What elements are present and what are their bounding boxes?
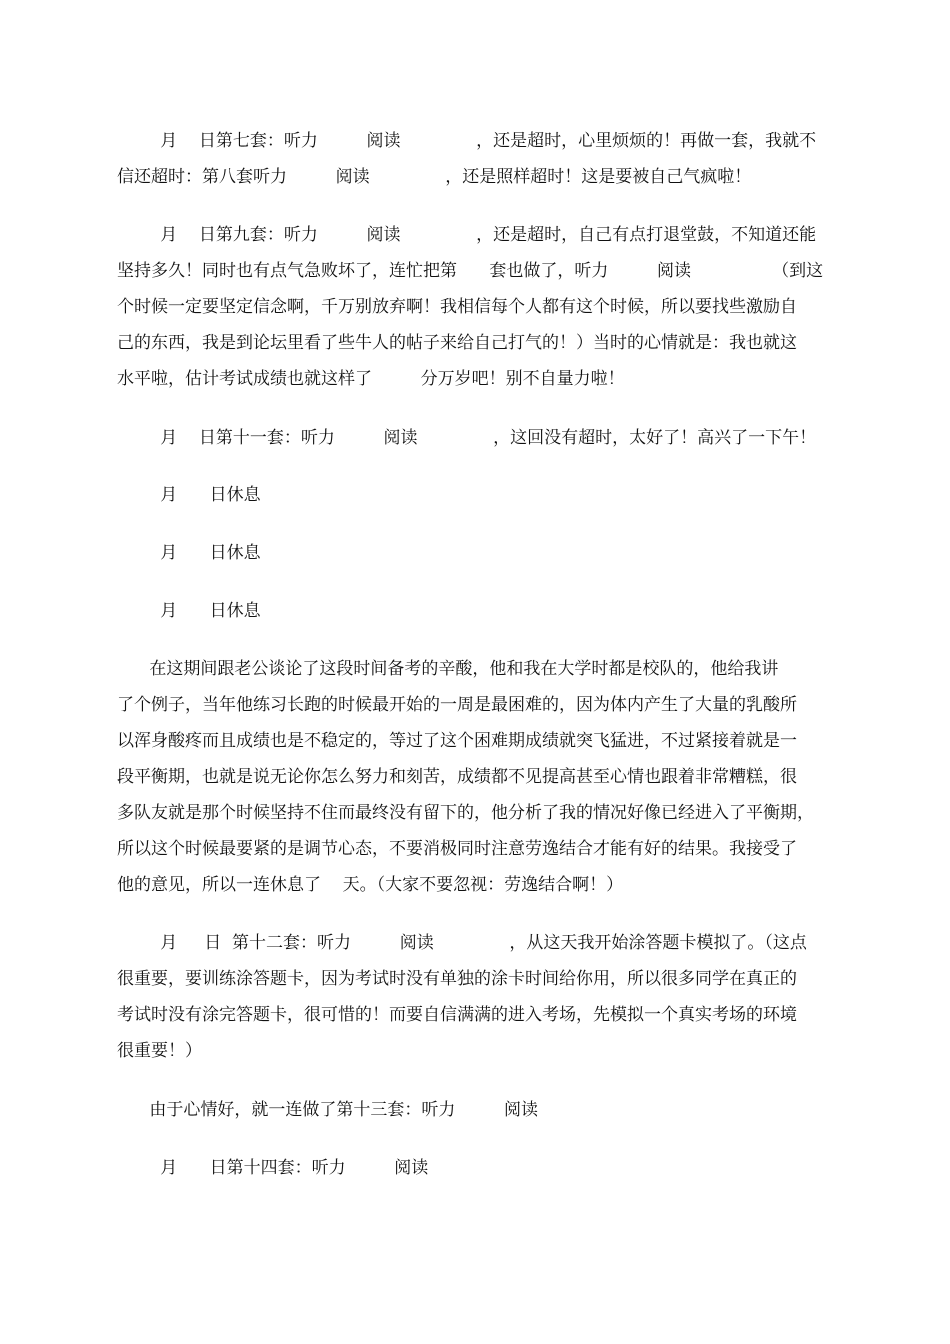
text-line: 以浑身酸疼而且成绩也是不稳定的，等过了这个困难期成绩就突飞猛进，不过紧接着就是一 bbox=[117, 731, 797, 751]
text-line: 水平啦，估计考试成绩也就这样了 分万岁吧！别不自量力啦！ bbox=[117, 369, 625, 389]
text-line: 他的意见，所以一连休息了 天。（大家不要忽视：劳逸结合啊！） bbox=[117, 875, 624, 895]
text-line: 坚持多久！同时也有点气急败坏了，连忙把第 套也做了，听力 阅读 （到这 bbox=[117, 261, 824, 281]
text-line: 月 日第十一套：听力 阅读 ，这回没有超时，太好了！高兴了一下午！ bbox=[117, 428, 817, 448]
paragraph-day-fourteen bbox=[117, 1150, 817, 1186]
text-line: 个时候一定要坚定信念啊，千万别放弃啊！我相信每个人都有这个时候，所以要找些激励自 bbox=[117, 297, 797, 317]
paragraph-day-twelve bbox=[117, 925, 817, 1069]
paragraph-rest-1 bbox=[117, 477, 817, 513]
text-line: 己的东西，我是到论坛里看了些牛人的帖子来给自己打气的！）当时的心情就是：我也就这 bbox=[117, 333, 797, 353]
paragraph-set-thirteen bbox=[117, 1092, 817, 1128]
paragraph-day-nine bbox=[117, 217, 824, 397]
text-line: 了个例子，当年他练习长跑的时候最开始的一周是最困难的，因为体内产生了大量的乳酸所 bbox=[117, 695, 797, 715]
paragraph-day-seven bbox=[117, 123, 817, 195]
text-line: 月 日第九套：听力 阅读 ，还是超时，自己有点打退堂鼓，不知道还能 bbox=[117, 225, 817, 245]
text-line: 月 日休息 bbox=[117, 543, 261, 563]
text-line: 月 日 第十二套：听力 阅读 ，从这天我开始涂答题卡模拟了。（这点 bbox=[117, 933, 807, 953]
paragraph-day-eleven bbox=[117, 420, 817, 456]
paragraph-rest-2 bbox=[117, 535, 817, 571]
text-line: 由于心情好，就一连做了第十三套：听力 阅读 bbox=[117, 1100, 539, 1120]
paragraph-husband-advice bbox=[117, 651, 817, 903]
text-line: 很重要，要训练涂答题卡，因为考试时没有单独的涂卡时间给你用，所以很多同学在真正的 bbox=[117, 969, 797, 989]
text-line: 月 日第七套：听力 阅读 ，还是超时，心里烦烦的！再做一套，我就不 bbox=[117, 131, 817, 151]
paragraph-rest-3 bbox=[117, 593, 817, 629]
text-line: 考试时没有涂完答题卡，很可惜的！而要自信满满的进入考场，先模拟一个真实考场的环境 bbox=[117, 1005, 797, 1025]
text-line: 多队友就是那个时候坚持不住而最终没有留下的，他分析了我的情况好像已经进入了平衡期， bbox=[117, 803, 814, 823]
text-line: 在这期间跟老公谈论了这段时间备考的辛酸，他和我在大学时都是校队的，他给我讲 bbox=[117, 659, 779, 679]
text-line: 月 日休息 bbox=[117, 601, 261, 621]
text-line: 月 日第十四套：听力 阅读 bbox=[117, 1158, 429, 1178]
text-line: 月 日休息 bbox=[117, 485, 261, 505]
text-line: 很重要！） bbox=[117, 1041, 202, 1061]
text-line: 所以这个时候最要紧的是调节心态，不要消极同时注意劳逸结合才能有好的结果。我接受了 bbox=[117, 839, 797, 859]
text-line: 信还超时：第八套听力 阅读 ，还是照样超时！这是要被自己气疯啦！ bbox=[117, 167, 752, 187]
text-line: 段平衡期，也就是说无论你怎么努力和刻苦，成绩都不见提高甚至心情也跟着非常糟糕，很 bbox=[117, 767, 797, 787]
